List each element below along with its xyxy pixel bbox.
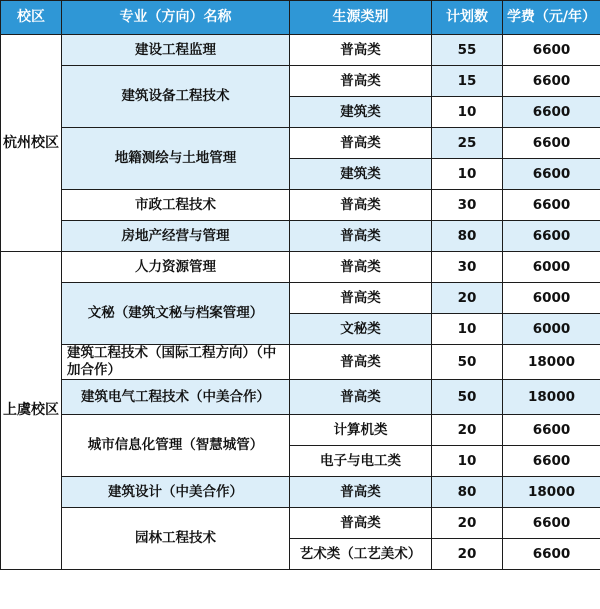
header-plan: 计划数: [432, 1, 503, 35]
table-row: [1, 477, 600, 508]
header-campus: 校区: [1, 1, 62, 35]
major-cell: 建筑工程技术（国际工程方向）（中加合作）: [62, 345, 290, 380]
table-row: [1, 415, 600, 446]
table-row: [1, 66, 600, 97]
plan-cell: 30: [432, 190, 503, 221]
header-fee: 学费（元/年）: [503, 1, 600, 35]
fee-cell: 6000: [503, 283, 600, 314]
source-cell: 建筑类: [290, 97, 432, 128]
major-cell: 建筑电气工程技术（中美合作）: [62, 380, 290, 415]
fee-cell: 6600: [503, 539, 600, 570]
major-cell: 文秘（建筑文秘与档案管理）: [62, 283, 290, 345]
source-cell: 普高类: [290, 128, 432, 159]
fee-cell: 6600: [503, 221, 600, 252]
table-row: [1, 221, 600, 252]
fee-cell: 18000: [503, 380, 600, 415]
plan-cell: 50: [432, 380, 503, 415]
table-row: [1, 380, 600, 415]
fee-cell: 6600: [503, 35, 600, 66]
header-row: [1, 1, 600, 35]
table-row: [1, 35, 600, 66]
source-cell: 普高类: [290, 345, 432, 380]
fee-cell: 18000: [503, 345, 600, 380]
plan-cell: 25: [432, 128, 503, 159]
table-row: [1, 128, 600, 159]
major-cell: 城市信息化管理（智慧城管）: [62, 415, 290, 477]
major-cell: 地籍测绘与土地管理: [62, 128, 290, 190]
source-cell: 普高类: [290, 190, 432, 221]
table-row: [1, 190, 600, 221]
major-cell: 市政工程技术: [62, 190, 290, 221]
fee-cell: 6600: [503, 66, 600, 97]
source-cell: 普高类: [290, 380, 432, 415]
fee-cell: 6600: [503, 190, 600, 221]
source-cell: 普高类: [290, 252, 432, 283]
table-row: [1, 508, 600, 539]
plan-cell: 20: [432, 539, 503, 570]
header-major: 专业（方向）名称: [62, 1, 290, 35]
campus-cell: 杭州校区: [1, 35, 62, 252]
plan-cell: 10: [432, 159, 503, 190]
major-cell: 人力资源管理: [62, 252, 290, 283]
table-row: [1, 252, 600, 283]
plan-cell: 20: [432, 415, 503, 446]
fee-cell: 6000: [503, 314, 600, 345]
major-cell: 园林工程技术: [62, 508, 290, 570]
plan-cell: 20: [432, 508, 503, 539]
table-row: [1, 283, 600, 314]
plan-cell: 10: [432, 97, 503, 128]
plan-cell: 55: [432, 35, 503, 66]
source-cell: 普高类: [290, 508, 432, 539]
plan-cell: 80: [432, 477, 503, 508]
source-cell: 普高类: [290, 35, 432, 66]
source-cell: 计算机类: [290, 415, 432, 446]
source-cell: 文秘类: [290, 314, 432, 345]
plan-cell: 10: [432, 314, 503, 345]
plan-cell: 10: [432, 446, 503, 477]
fee-cell: 6000: [503, 252, 600, 283]
source-cell: 建筑类: [290, 159, 432, 190]
source-cell: 艺术类（工艺美术）: [290, 539, 432, 570]
fee-cell: 6600: [503, 415, 600, 446]
plan-cell: 80: [432, 221, 503, 252]
campus-cell: 上虞校区: [1, 252, 62, 570]
fee-cell: 6600: [503, 97, 600, 128]
plan-cell: 15: [432, 66, 503, 97]
plan-cell: 50: [432, 345, 503, 380]
source-cell: 电子与电工类: [290, 446, 432, 477]
source-cell: 普高类: [290, 283, 432, 314]
plan-cell: 20: [432, 283, 503, 314]
fee-cell: 6600: [503, 508, 600, 539]
source-cell: 普高类: [290, 221, 432, 252]
fee-cell: 6600: [503, 128, 600, 159]
fee-cell: 6600: [503, 446, 600, 477]
source-cell: 普高类: [290, 66, 432, 97]
fee-cell: 6600: [503, 159, 600, 190]
source-cell: 普高类: [290, 477, 432, 508]
major-cell: 建筑设计（中美合作）: [62, 477, 290, 508]
major-cell: 建设工程监理: [62, 35, 290, 66]
plan-cell: 30: [432, 252, 503, 283]
fee-cell: 18000: [503, 477, 600, 508]
major-cell: 房地产经营与管理: [62, 221, 290, 252]
major-cell: 建筑设备工程技术: [62, 66, 290, 128]
table-row: [1, 345, 600, 380]
header-source: 生源类别: [290, 1, 432, 35]
